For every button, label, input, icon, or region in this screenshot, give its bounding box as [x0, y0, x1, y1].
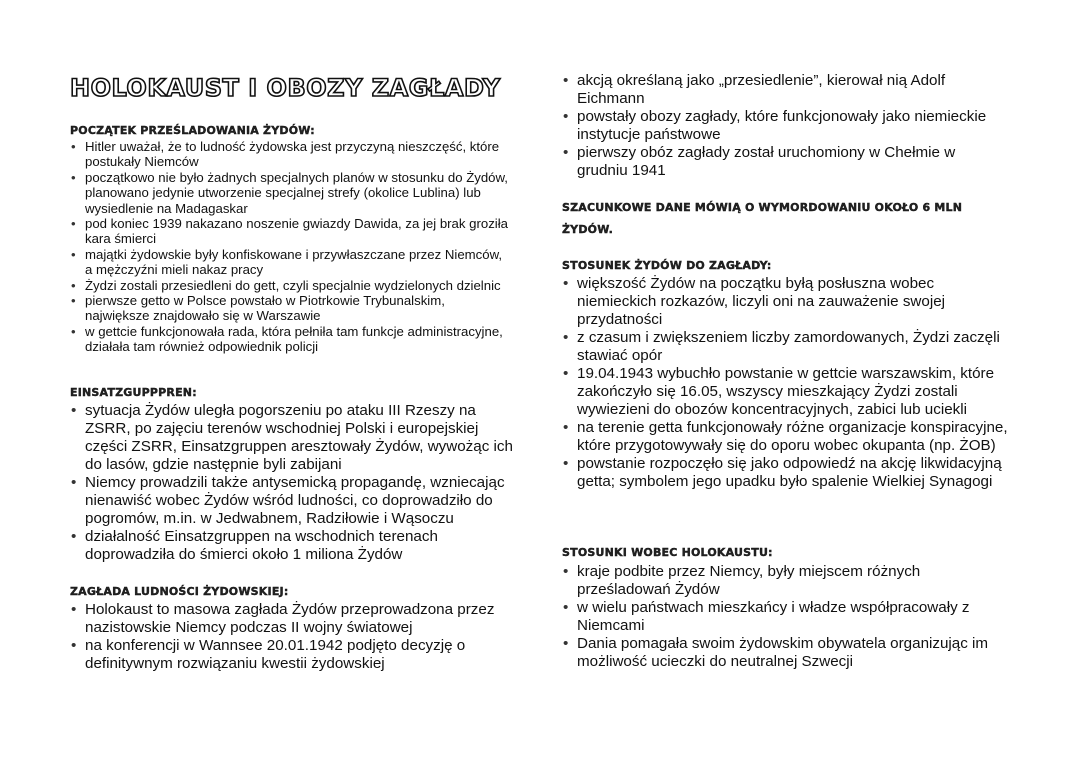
- section-heading-persecution-start: POCZĄTEK PRZEŚLADOWANIA ŻYDÓW:: [70, 124, 315, 137]
- list-item: • Niemcy prowadzili także antysemicką propagandę, wzniecając nienawiść wobec Żydów wśród ludności, co doprowadziło do pogromów, m.in. w Jedwabnem, Radziłowie i Wąsoczu: [70, 474, 520, 528]
- estimate-heading: SZACUNKOWE DANE MÓWIĄ O WYMORDOWANIU OKOŁO 6 MLN ŻYDÓW.: [562, 201, 963, 236]
- section-heading-holocaust-relations: STOSUNKI WOBEC HOLOKAUSTU:: [562, 546, 773, 559]
- list-item: • Dania pomagała swoim żydowskim obywatela organizując im możliwość ucieczki do neutralnej Szwecji: [562, 635, 1012, 671]
- list-item: • kraje podbite przez Niemcy, były miejscem różnych prześladowań Żydów: [562, 563, 1012, 599]
- list-item: • Żydzi zostali przesiedleni do gett, czyli specjalnie wydzielonych dzielnic: [70, 278, 510, 293]
- persecution-start-list: [70, 139, 510, 355]
- list-item: • na terenie getta funkcjonowały różne organizacje konspiracyjne, które przygotowywały się do oporu wobec okupanta (np. ŻOB): [562, 419, 1012, 455]
- list-item: • początkowo nie było żadnych specjalnych planów w stosunku do Żydów, planowano jedynie utworzenie specjalnej strefy (okolice Lublina) lub wysiedlenie na Madagaskar: [70, 170, 510, 216]
- continued-list: [562, 72, 1002, 180]
- list-item: • Hitler uważał, że to ludność żydowska jest przyczyną nieszczęść, które postukały Niemców: [70, 139, 510, 170]
- holocaust-relations-list: [562, 563, 1012, 671]
- list-item: • w gettcie funkcjonowała rada, która pełniła tam funkcje administracyjne, działała tam również odpowiednik policji: [70, 324, 510, 355]
- list-item: • na konferencji w Wannsee 20.01.1942 podjęto decyzję o definitywnym rozwiązaniu kwestii żydowskiej: [70, 637, 520, 673]
- list-item: • powstanie rozpoczęło się jako odpowiedź na akcję likwidacyjną getta; symbolem jego upadku było spalenie Wielkiej Synagogi: [562, 455, 1012, 491]
- section-heading-jewish-attitude: STOSUNEK ŻYDÓW DO ZAGŁADY:: [562, 259, 772, 272]
- section-heading-einsatzgruppen: EINSATZGUPPPREN:: [70, 386, 197, 399]
- jewish-attitude-list: [562, 275, 1012, 491]
- list-item: • 19.04.1943 wybuchło powstanie w gettcie warszawskim, które zakończyło się 16.05, wszyscy mieszkający Żydzi zostali wywiezieni do obozów koncentracyjnych, zabici lub uciekli: [562, 365, 1012, 419]
- list-item: • pierwszy obóz zagłady został uruchomiony w Chełmie w grudniu 1941: [562, 144, 1002, 180]
- list-item: • pierwsze getto w Polsce powstało w Piotrkowie Trybunalskim, największe znajdowało się w Warszawie: [70, 293, 510, 324]
- list-item: • działalność Einsatzgruppen na wschodnich terenach doprowadziła do śmierci około 1 miliona Żydów: [70, 528, 520, 564]
- einsatzgruppen-list: [70, 402, 520, 564]
- list-item: • większość Żydów na początku byłą posłuszna wobec niemieckich rozkazów, liczyli oni na zauważenie swojej przydatności: [562, 275, 1012, 329]
- list-item: • sytuacja Żydów uległa pogorszeniu po ataku III Rzeszy na ZSRR, po zajęciu terenów wschodniej Polski i europejskiej części ZSRR, Einsatzgruppen aresztowały Żydów, wywożąc ich do lasów, gdzie następnie byli zabijani: [70, 402, 520, 474]
- list-item: • w wielu państwach mieszkańcy i władze współpracowały z Niemcami: [562, 599, 1012, 635]
- extermination-list: [70, 601, 520, 673]
- list-item: • z czasum i zwiększeniem liczby zamordowanych, Żydzi zaczęli stawiać opór: [562, 329, 1012, 365]
- list-item: • majątki żydowskie były konfiskowane i przywłaszczane przez Niemców, a mężczyźni mieli nakaz pracy: [70, 247, 510, 278]
- list-item: • powstały obozy zagłady, które funkcjonowały jako niemieckie instytucje państwowe: [562, 108, 1002, 144]
- section-heading-extermination: ZAGŁADA LUDNOŚCI ŻYDOWSKIEJ:: [70, 585, 289, 598]
- list-item: • Holokaust to masowa zagłada Żydów przeprowadzona przez nazistowskie Niemcy podczas II wojny światowej: [70, 601, 520, 637]
- document-title: HOLOKAUST I OBOZY ZAGŁADY: [70, 74, 501, 102]
- list-item: • pod koniec 1939 nakazano noszenie gwiazdy Dawida, za jej brak groziła kara śmierci: [70, 216, 510, 247]
- list-item: • akcją określaną jako „przesiedlenie”, kierował nią Adolf Eichmann: [562, 72, 1002, 108]
